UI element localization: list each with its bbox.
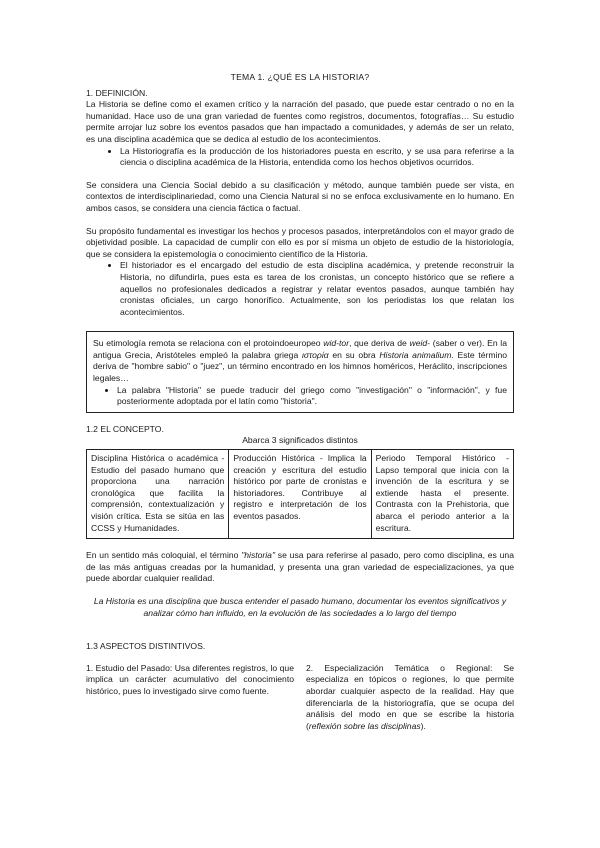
paragraph-ciencia-social: Se considera una Ciencia Social debido a su clasificación y método, aunque también puede ser vista, en contextos de interdisciplinariedad, como una Ciencia Natural si no se enfoca exclusivamente en lo humano. En ambos casos, se considera una ciencia fáctica o factual. bbox=[86, 179, 514, 213]
paragraph-proposito: Su propósito fundamental es investigar los hechos y procesos pasados, interpretándolos con el mayor grado de objetividad posible. La capacidad de cumplir con ello es por sí misma un objeto de estudio de la historiología, que se considera la epistemología o conocimiento científico de la Historia. bbox=[86, 225, 514, 259]
concept-cell-periodo: Periodo Temporal Histórico - Lapso temporal que inicia con la invención de la escritura y se extiende hasta el presente. Contrasta con la Prehistoria, que abarca el periodo anterior a la escritura. bbox=[371, 450, 513, 539]
bullet-list bbox=[86, 260, 514, 318]
aspect-especializacion: 2. Especialización Temática o Regional: Se especializa en tópicos o regiones, lo que permite abordar cualquier aspecto de la realidad. Hay que diferenciarla de la historiografía, que se ocupa del análisis del modo en que se escribe la historia (reflexión sobre las disciplinas). bbox=[306, 662, 514, 731]
aspect-estudio-pasado: 1. Estudio del Pasado: Usa diferentes registros, lo que implica un carácter acumulativo del conocimiento histórico, pues lo investigado sirve como fuente. bbox=[86, 662, 294, 696]
bullet-list bbox=[93, 385, 507, 408]
highlight-quote: La Historia es una disciplina que busca entender el pasado humano, documentar los eventos significativos y analizar cómo han influido, en la evolución de las sociedades a lo largo del tiempo bbox=[93, 595, 507, 618]
section-heading-aspectos: 1.3 ASPECTOS DISTINTIVOS. bbox=[86, 641, 206, 652]
document-page bbox=[86, 72, 514, 732]
bullet-traduccion: • La palabra "Historia" se puede traducir del griego como "investigación" o "información", y fue posteriormente adoptada por el latín como "historia". bbox=[117, 385, 507, 408]
concept-table bbox=[86, 449, 514, 539]
paragraph-intro: La Historia se define como el examen crítico y la narración del pasado, que puede estar centrado o no en la humanidad. Hace uso de una gran variedad de fuentes como registros, documentos, fotografías… Su estudio permite arrojar luz sobre los eventos pasados que han impactado a comunidades, y además de ser un relato, es una disciplina académica que se dedica al estudio de los acontecimientos. bbox=[86, 99, 514, 144]
etymology-paragraph: Su etimología remota se relaciona con el protoindoeuropeo wid-tor, que deriva de weid- (saber o ver). En la antigua Grecia, Aristóteles empleó la palabra griega ιστορία en su obra Historia animalium. Este término deriva de "hombre sabio" o "juez", un término encontrado en los himnos homéricos, Heráclito, inscripciones legales… bbox=[93, 338, 508, 384]
section-heading-definicion: 1. DEFINICIÓN. bbox=[86, 87, 148, 98]
aspects-columns bbox=[86, 663, 514, 733]
etymology-box bbox=[86, 331, 514, 413]
concept-cell-produccion: Producción Histórica - Implica la creación y escritura del estudio histórico por parte de cronistas e historiadores. Contribuye al registro e interpretación de los eventos pasados. bbox=[229, 450, 371, 539]
bullet-historiografia: • La Historiografía es la producción de los historiadores puesta en escrito, y se usa para referirse a la ciencia o disciplina académica de la Historia, entendida como los hechos objetivos ocurridos. bbox=[120, 146, 514, 169]
bullet-list bbox=[86, 146, 514, 169]
bullet-historiador: • El historiador es el encargado del estudio de esta disciplina académica, y pretende reconstruir la Historia, no difundirla, pues esta es tarea de los cronistas, un concepto histórico que se refiere a aquellos no profesionales dedicados a registrar y relatar eventos pasados, aunque también hay cronistas oficiales, un cargo honorífico. Actualmente, son los periodistas los que relatan los acontecimientos. bbox=[120, 260, 514, 318]
section-heading-concepto: 1.2 EL CONCEPTO. bbox=[86, 423, 164, 434]
paragraph-coloquial: En un sentido más coloquial, el término "historia" se usa para referirse al pasado, pero como disciplina, es una de las más antiguas creadas por la humanidad, y presenta una gran variedad de especializaciones, ya que puede abordar cualquier realidad. bbox=[86, 550, 514, 584]
concept-cell-disciplina: Disciplina Histórica o académica - Estudio del pasado humano que proporciona una narración cronológica que facilita la comprensión, contextualización y visión crítica. Esta se sitúa en las CCSS y Humanidades. bbox=[87, 450, 229, 539]
table-caption: Abarca 3 significados distintos bbox=[242, 435, 358, 446]
document-title: TEMA 1. ¿QUÉ ES LA HISTORIA? bbox=[230, 72, 370, 82]
